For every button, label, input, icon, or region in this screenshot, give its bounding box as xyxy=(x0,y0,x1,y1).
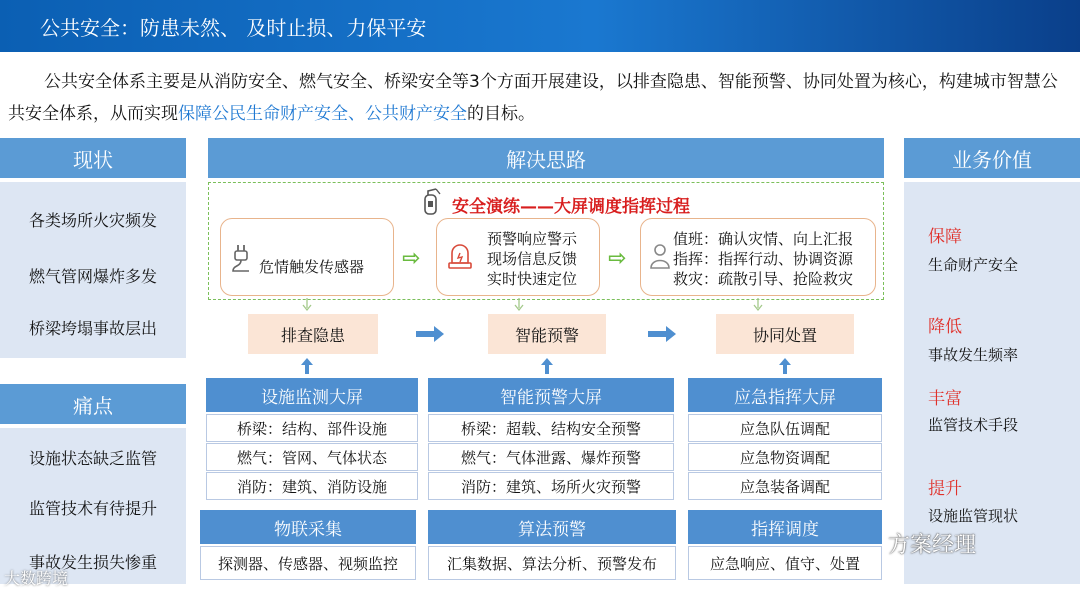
stage-sensor xyxy=(220,218,394,296)
intro-text-1: 公共安全体系主要是从消防安全、燃气安全、桥梁安全等3个方面开展建设，以排查隐患、智能预警、协同处置为核心，构建城市智慧公共安全体系，从而实现 xyxy=(8,72,1058,124)
flow-arrow-icon: ⇨ xyxy=(402,246,421,271)
fire-extinguisher-icon xyxy=(420,186,442,216)
solution-header: 解决思路 xyxy=(208,138,884,178)
screen-title: 设施监测大屏 xyxy=(206,378,418,412)
drill-title: 安全演练——大屏调度指挥过程 xyxy=(452,197,690,217)
flow-arrow-icon: ⇨ xyxy=(608,246,627,271)
status-header: 现状 xyxy=(0,138,186,178)
pain-header: 痛点 xyxy=(0,384,186,424)
intro-highlight: 保障公民生命财产安全、公共财产安全 xyxy=(178,104,467,124)
value-item-title: 提升 xyxy=(928,479,962,499)
stage-command xyxy=(640,218,876,296)
value-item-text: 设施监管现状 xyxy=(928,507,1019,525)
value-item-title: 降低 xyxy=(928,317,962,337)
up-arrow-icon xyxy=(301,358,313,374)
status-item: 桥梁垮塌事故层出 xyxy=(28,319,157,338)
stage-alert-line: 预警响应警示 xyxy=(487,230,578,248)
screen-row: 消防：建筑、消防设施 xyxy=(206,472,418,500)
pain-panel xyxy=(0,428,186,584)
screen-title: 智能预警大屏 xyxy=(428,378,674,412)
screen-row: 燃气：气体泄露、爆炸预警 xyxy=(428,443,674,471)
stage-command-line: 救灾：疏散引导、抢险救灾 xyxy=(673,270,854,288)
pain-item: 设施状态缺乏监管 xyxy=(28,449,157,468)
intro-paragraph xyxy=(8,66,1072,130)
header-bar xyxy=(0,0,1080,52)
up-arrow-icon xyxy=(541,358,553,374)
stage-command-line: 值班：确认灾情、向上汇报 xyxy=(673,230,854,248)
status-item: 各类场所火灾频发 xyxy=(28,211,157,230)
bottom-text: 探测器、传感器、视频监控 xyxy=(200,546,416,580)
value-item-text: 生命财产安全 xyxy=(928,256,1019,274)
screen-row: 应急队伍调配 xyxy=(688,414,882,442)
person-icon xyxy=(649,243,671,269)
page-title: 公共安全：防患未然、 及时止损、力保平安 xyxy=(40,16,427,40)
screen-row: 桥梁：超载、结构安全预警 xyxy=(428,414,674,442)
value-item-text: 监管技术手段 xyxy=(928,416,1019,434)
screen-row: 应急装备调配 xyxy=(688,472,882,500)
core-item: 智能预警 xyxy=(488,314,606,354)
bottom-title: 物联采集 xyxy=(200,510,416,544)
down-arrow-icon xyxy=(514,298,524,312)
bottom-text: 汇集数据、算法分析、预警发布 xyxy=(428,546,676,580)
screen-row: 消防：建筑、场所火灾预警 xyxy=(428,472,674,500)
down-arrow-icon xyxy=(302,298,312,312)
pain-item: 监管技术有待提升 xyxy=(28,499,157,518)
intro-text-2: 的目标。 xyxy=(467,104,535,124)
value-item-title: 丰富 xyxy=(928,389,962,409)
bottom-title: 指挥调度 xyxy=(688,510,882,544)
alarm-light-icon xyxy=(447,241,473,271)
status-panel xyxy=(0,182,186,358)
bottom-title: 算法预警 xyxy=(428,510,676,544)
stage-alert xyxy=(436,218,600,296)
watermark-right: 方案经理 xyxy=(888,533,977,558)
watermark-left: 大数跨境 xyxy=(4,569,69,588)
plug-icon xyxy=(229,243,255,273)
right-arrow-icon xyxy=(416,325,444,343)
right-arrow-icon xyxy=(648,325,676,343)
value-item-text: 事故发生频率 xyxy=(928,346,1019,364)
screen-row: 桥梁：结构、部件设施 xyxy=(206,414,418,442)
stage-sensor-text: 危情触发传感器 xyxy=(259,258,365,276)
bottom-text: 应急响应、值守、处置 xyxy=(688,546,882,580)
down-arrow-icon xyxy=(753,298,763,312)
value-item-title: 保障 xyxy=(928,227,962,247)
up-arrow-icon xyxy=(779,358,791,374)
stage-alert-line: 现场信息反馈 xyxy=(487,250,578,268)
value-header: 业务价值 xyxy=(904,138,1080,178)
core-item: 排查隐患 xyxy=(248,314,378,354)
status-item: 燃气管网爆炸多发 xyxy=(28,267,157,286)
screen-row: 燃气：管网、气体状态 xyxy=(206,443,418,471)
core-item: 协同处置 xyxy=(716,314,854,354)
screen-row: 应急物资调配 xyxy=(688,443,882,471)
pain-item: 事故发生损失惨重 xyxy=(28,553,157,572)
screen-title: 应急指挥大屏 xyxy=(688,378,882,412)
stage-alert-line: 实时快速定位 xyxy=(487,270,578,288)
stage-command-line: 指挥：指挥行动、协调资源 xyxy=(673,250,854,268)
